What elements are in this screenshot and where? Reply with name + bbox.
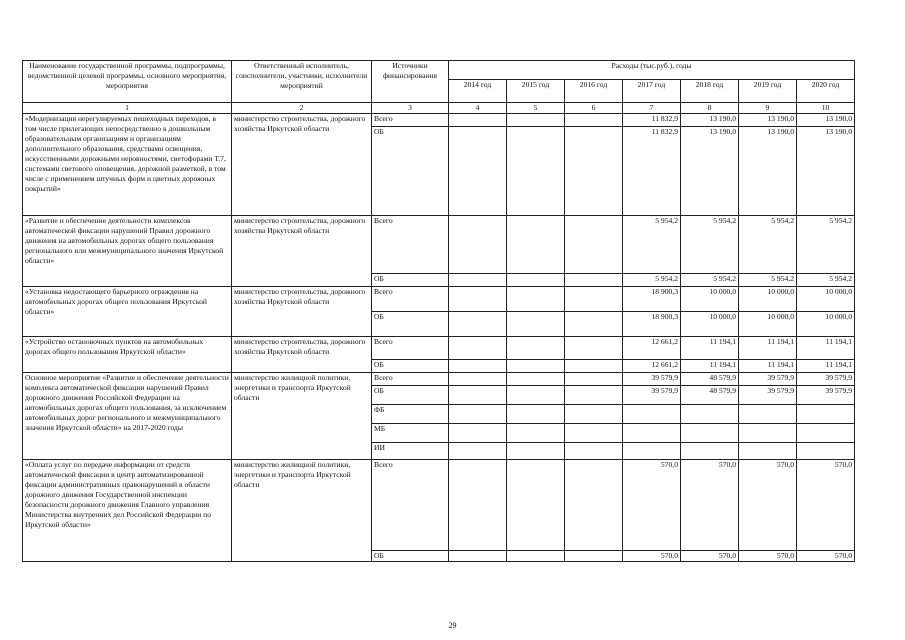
header-program: Наименование государственной программы, подпрограммы, ведомственной целевой программы, основного мероприятия, мероприятия <box>23 61 232 103</box>
expense-value <box>565 405 623 424</box>
budget-table-sheet <box>22 60 855 562</box>
expense-value: 11 194,1 <box>739 337 797 360</box>
expense-value <box>797 424 855 443</box>
expense-value: 10 000,0 <box>797 312 855 337</box>
expense-value <box>449 360 507 373</box>
expense-value <box>565 287 623 312</box>
expense-value <box>449 405 507 424</box>
expense-value: 39 579,9 <box>797 373 855 386</box>
expense-value: 13 190,0 <box>739 114 797 127</box>
expense-value <box>507 405 565 424</box>
expense-value <box>507 551 565 562</box>
table-body <box>23 114 855 562</box>
expense-value <box>681 405 739 424</box>
expense-value: 570,0 <box>681 460 739 551</box>
expense-value <box>565 551 623 562</box>
funding-source: ОБ <box>372 274 449 287</box>
column-number: 1 <box>23 103 232 114</box>
header-year: 2015 год <box>507 80 565 103</box>
expense-value <box>449 551 507 562</box>
expense-value <box>623 443 681 460</box>
funding-source: Всего <box>372 373 449 386</box>
expense-value <box>449 460 507 551</box>
expense-value: 570,0 <box>739 460 797 551</box>
expense-value: 11 194,1 <box>681 360 739 373</box>
expense-value: 5 954,2 <box>623 274 681 287</box>
expense-value: 11 194,1 <box>681 337 739 360</box>
expense-value <box>565 443 623 460</box>
funding-source: ФБ <box>372 405 449 424</box>
expense-value <box>507 424 565 443</box>
expense-value: 570,0 <box>797 551 855 562</box>
expense-value <box>565 360 623 373</box>
funding-source: Всего <box>372 216 449 274</box>
expense-value <box>507 337 565 360</box>
expense-value: 5 954,2 <box>797 216 855 274</box>
column-number: 10 <box>797 103 855 114</box>
measure-executor: министерство строительства, дорожного хозяйства Иркутской области <box>232 337 372 373</box>
expense-value <box>449 337 507 360</box>
measure-executor: министерство строительства, дорожного хозяйства Иркутской области <box>232 216 372 287</box>
expense-value: 18 900,3 <box>623 312 681 337</box>
expense-value: 570,0 <box>797 460 855 551</box>
expense-value: 570,0 <box>623 460 681 551</box>
funding-source: МБ <box>372 424 449 443</box>
expense-value <box>507 287 565 312</box>
measure-executor: министерство строительства, дорожного хозяйства Иркутской области <box>232 287 372 337</box>
expense-value: 11 832,9 <box>623 127 681 216</box>
funding-source: ОБ <box>372 127 449 216</box>
measure-name: «Установка недостающего барьерного ограждения на автомобильных дорогах общего пользования Иркутской области» <box>23 287 232 337</box>
expense-value: 13 190,0 <box>739 127 797 216</box>
measure-name: «Модернизация нерегулируемых пешеходных переходов, в том числе прилегающих непосредственно к дошкольным образовательным организациям и организациям дополнительного образования, средствами освещения, искусственными дорожными неровностями, светофорами Т.7, системами светового оповещения, дорожной разметкой, в том числе с применением штучных форм и цветных дорожных покрытий» <box>23 114 232 216</box>
expense-value: 570,0 <box>681 551 739 562</box>
expense-value <box>565 337 623 360</box>
expense-value <box>565 424 623 443</box>
expense-value <box>565 114 623 127</box>
expense-value <box>449 373 507 386</box>
expense-value <box>565 373 623 386</box>
measure-executor: министерство строительства, дорожного хозяйства Иркутской области <box>232 114 372 216</box>
expense-value: 5 954,2 <box>739 216 797 274</box>
expense-value: 10 000,0 <box>681 312 739 337</box>
expense-value <box>507 386 565 405</box>
header-year: 2019 год <box>739 80 797 103</box>
page-number: 29 <box>448 621 457 630</box>
measure-executor: министерство жилищной политики, энергетики и транспорта Иркутской области <box>232 373 372 460</box>
header-year: 2017 год <box>623 80 681 103</box>
expense-value <box>449 424 507 443</box>
expense-value: 39 579,9 <box>797 386 855 405</box>
column-number: 7 <box>623 103 681 114</box>
header-year: 2014 год <box>449 80 507 103</box>
expense-value <box>507 443 565 460</box>
expense-value <box>565 274 623 287</box>
expense-value: 18 900,3 <box>623 287 681 312</box>
column-number: 6 <box>565 103 623 114</box>
expense-value <box>623 424 681 443</box>
expense-value <box>507 312 565 337</box>
expense-value <box>739 443 797 460</box>
expense-value: 48 579,9 <box>681 373 739 386</box>
column-number: 8 <box>681 103 739 114</box>
expense-value <box>797 405 855 424</box>
expense-value <box>565 460 623 551</box>
expense-value <box>623 405 681 424</box>
expense-value <box>507 460 565 551</box>
table-row <box>23 460 855 551</box>
measure-name: Основное мероприятие «Развитие и обеспечение деятельности комплекса автоматической фиксации нарушений Правил дорожного движения Российской Федерации на автомобильных дорогах общего пользования, за исключением автомобильных дорог регионального и межмуниципального значения Иркутской области» на 2017-2020 годы <box>23 373 232 460</box>
header-source: Источники финансирования <box>372 61 449 103</box>
expense-value: 13 190,0 <box>797 114 855 127</box>
expense-value <box>797 443 855 460</box>
expense-value: 13 190,0 <box>681 114 739 127</box>
expense-value <box>507 373 565 386</box>
expense-value: 39 579,9 <box>623 386 681 405</box>
expense-value <box>449 443 507 460</box>
expense-value <box>565 127 623 216</box>
expense-value: 39 579,9 <box>739 386 797 405</box>
column-number-row <box>23 103 855 114</box>
funding-source: ОБ <box>372 551 449 562</box>
table-row <box>23 216 855 274</box>
expense-value: 11 194,1 <box>739 360 797 373</box>
expense-value <box>449 312 507 337</box>
expense-value <box>449 127 507 216</box>
expense-value: 11 194,1 <box>797 337 855 360</box>
expense-value: 11 194,1 <box>797 360 855 373</box>
expense-value: 48 579,9 <box>681 386 739 405</box>
header-executor: Ответственный исполнитель, соисполнители, участники, исполнители мероприятий <box>232 61 372 103</box>
column-number: 2 <box>232 103 372 114</box>
expense-value: 10 000,0 <box>681 287 739 312</box>
expense-value: 10 000,0 <box>797 287 855 312</box>
expense-value: 570,0 <box>623 551 681 562</box>
expense-value <box>507 114 565 127</box>
table-row <box>23 373 855 386</box>
expense-value <box>507 127 565 216</box>
expense-value <box>565 386 623 405</box>
expense-value <box>449 216 507 274</box>
funding-source: ОБ <box>372 312 449 337</box>
expense-value: 570,0 <box>739 551 797 562</box>
expense-value <box>739 424 797 443</box>
funding-source: Всего <box>372 114 449 127</box>
measure-executor: министерство жилищной политики, энергетики и транспорта Иркутской области <box>232 460 372 562</box>
expense-value <box>449 274 507 287</box>
expense-value <box>449 386 507 405</box>
header-year: 2018 год <box>681 80 739 103</box>
measure-name: «Устройство остановочных пунктов на автомобильных дорогах общего пользования Иркутской области» <box>23 337 232 373</box>
expense-value: 10 000,0 <box>739 312 797 337</box>
funding-source: ОБ <box>372 360 449 373</box>
table-row <box>23 287 855 312</box>
column-number: 9 <box>739 103 797 114</box>
expense-value: 13 190,0 <box>681 127 739 216</box>
funding-source: ИИ <box>372 443 449 460</box>
expense-value: 5 954,2 <box>623 216 681 274</box>
expense-value: 12 661,2 <box>623 360 681 373</box>
expense-value: 10 000,0 <box>739 287 797 312</box>
expense-value <box>739 405 797 424</box>
expense-value: 5 954,2 <box>681 216 739 274</box>
expense-value <box>681 443 739 460</box>
expense-value: 13 190,0 <box>797 127 855 216</box>
funding-source: Всего <box>372 337 449 360</box>
expense-value <box>565 216 623 274</box>
expense-value: 12 661,2 <box>623 337 681 360</box>
expense-value <box>449 114 507 127</box>
expense-value <box>449 287 507 312</box>
expense-value <box>565 312 623 337</box>
table-header <box>23 61 855 114</box>
header-expenses: Расходы (тыс.руб.), годы <box>449 61 855 80</box>
header-year: 2016 год <box>565 80 623 103</box>
expense-value <box>507 360 565 373</box>
measure-name: «Развитие и обеспечение деятельности комплексов автоматической фиксации нарушений Правил дорожного движения на автомобильных дорогах общего пользования регионального или межмуниципального значения Иркутской области» <box>23 216 232 287</box>
expense-value <box>507 216 565 274</box>
funding-source: ОБ <box>372 386 449 405</box>
table-row <box>23 114 855 127</box>
expense-value: 5 954,2 <box>739 274 797 287</box>
expense-value <box>681 424 739 443</box>
expense-value: 39 579,9 <box>739 373 797 386</box>
expense-value: 5 954,2 <box>681 274 739 287</box>
expense-value: 5 954,2 <box>797 274 855 287</box>
column-number: 5 <box>507 103 565 114</box>
budget-table <box>22 60 855 562</box>
funding-source: Всего <box>372 287 449 312</box>
measure-name: «Оплата услуг по передаче информации от средств автоматической фиксации в центр автоматизированной фиксации административных правонарушений в области дорожного движения Государственной инспекции безопасности дорожного движения Главного управления Министерства внутренних дел Российской Федерации по Иркутской области» <box>23 460 232 562</box>
funding-source: Всего <box>372 460 449 551</box>
expense-value: 39 579,9 <box>623 373 681 386</box>
column-number: 4 <box>449 103 507 114</box>
header-year: 2020 год <box>797 80 855 103</box>
column-number: 3 <box>372 103 449 114</box>
expense-value <box>507 274 565 287</box>
expense-value: 11 832,9 <box>623 114 681 127</box>
table-row <box>23 337 855 360</box>
